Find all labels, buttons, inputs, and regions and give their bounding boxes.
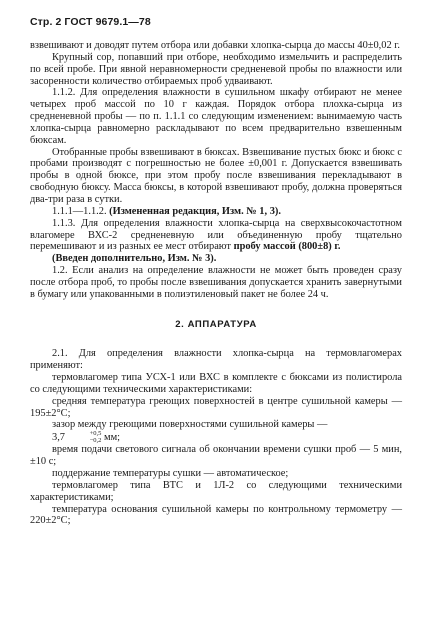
paragraph: Отобранные пробы взвешивают в бюксах. Взвешивание пустых бюкс и бюкс с пробами производят с погрешностью не более ±0,001 г. Допускается взвешивать пробы в одной бюксе, при этом пробу после взвешивания перекладывают в свободную бюксу. Масса бюксы, в которой взвешивают пробу, должна проверяться два-три раза в сутки.	[30, 146, 402, 205]
paragraph: 1.2. Если анализ на определение влажности не может быть проведен сразу после отбора проб, то пробы после взвешивания допускается хранить завернутыми в бумагу или упакованными в полиэтиленовый пакет не более 24 ч.	[30, 265, 402, 300]
paragraph	[30, 206, 402, 218]
paragraph: зазор между греющими поверхностями сушильной камеры —	[52, 419, 328, 431]
paragraph: температура основания сушильной камеры по контрольному термометру — 220±2°С;	[30, 503, 402, 527]
clause-number: 1.1.1—1.1.2.	[52, 205, 110, 217]
paragraph: 1.1.2. Для определения влажности в сушильном шкафу отбирают не менее четырех проб массой по 10 г каждая. Порядок отбора плохка-сырца из средненевной пробы — по п. 1.1.1 со следующим изменением: вынимаемую часть хлопка-сырца равномерно раскладывают по всем предварительно взвешенным бюксам.	[30, 87, 402, 146]
paragraph: средняя температура греющих поверхностей в центре сушильной камеры — 195±2°С;	[30, 395, 402, 419]
paragraph: термовлагомер типа УСХ-1 или ВХС в комплекте с бюксами из полистирола со следующими техническими характеристиками:	[30, 372, 402, 395]
paragraph: термовлагомер типа ВТС и 1Л-2 со следующими техническими характеристиками;	[30, 479, 402, 503]
spacer	[30, 330, 402, 348]
document-body	[30, 40, 402, 527]
paragraph	[30, 218, 402, 254]
dimension-value: 3,7	[52, 432, 65, 444]
paragraph: 2.1. Для определения влажности хлопка-сырца на термовлагомерах применяют:	[30, 348, 402, 372]
section-title: 2. АППАРАТУРА	[175, 318, 257, 330]
tolerance-upper: +0,5	[89, 430, 102, 438]
amendment-note: (Введен дополнительно, Изм. № 3).	[52, 253, 217, 265]
tolerance	[68, 431, 102, 444]
paragraph: время подачи светового сигнала об окончании времени сушки проб — 5 мин, ±10 с;	[30, 444, 402, 468]
paragraph-text: 1.1.3. Для определения влажности хлопка-сырца на сверхвысокочастотном влагомере ВХС-2 средненевную или объединенную пробу тщательно перемешивают и из разных ее мест отбирают	[30, 217, 402, 253]
paragraph: поддержание температуры сушки — автоматическое;	[52, 468, 289, 479]
spacer	[30, 301, 402, 319]
paragraph: Крупный сор, попавший при отборе, необходимо измельчить и распределить по всей пробе. При явной неравномерности средненевой пробы по влажности или засоренности количество отбираемых проб удваивают.	[30, 51, 402, 87]
tolerance-lower: −0,2	[89, 436, 102, 444]
paragraph: взвешивают и доводят путем отбора или добавки хлопка-сырца до массы 40±0,02 г.	[30, 40, 400, 51]
unit-text: мм;	[101, 432, 121, 444]
emphasis-text: пробу массой (800±8) г.	[233, 241, 341, 253]
amendment-note: (Измененная редакция, Изм. № 1, 3).	[109, 205, 281, 217]
page-header: Стр. 2 ГОСТ 9679.1—78	[30, 16, 151, 28]
paragraph	[30, 431, 402, 444]
